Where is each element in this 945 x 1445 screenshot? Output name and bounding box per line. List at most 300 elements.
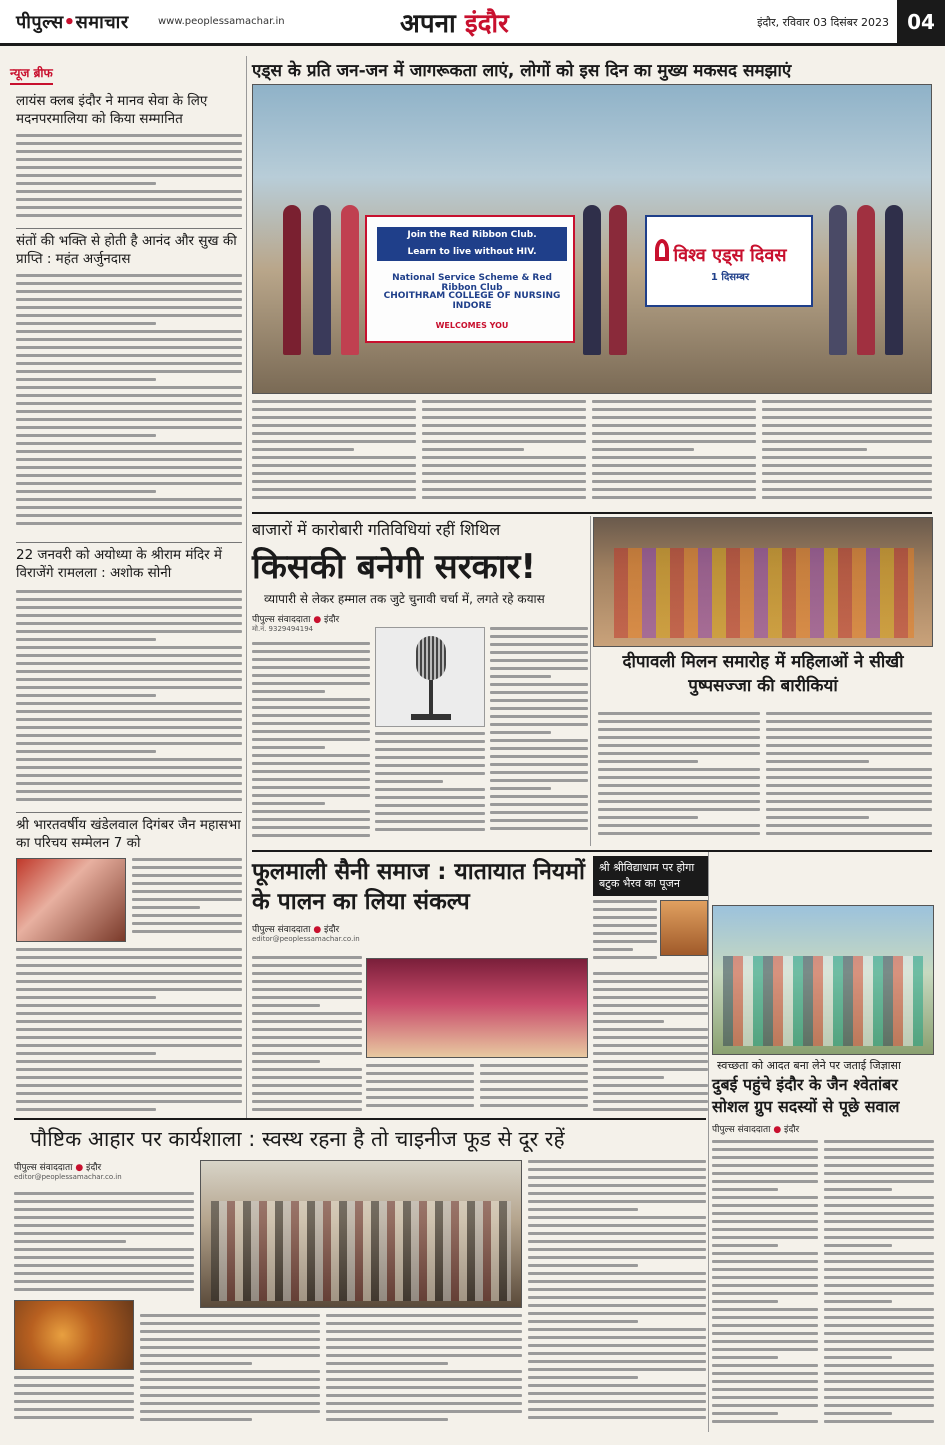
text-line-placeholder [252, 786, 370, 789]
text-line-placeholder [824, 1148, 934, 1151]
text-line-placeholder [712, 1148, 818, 1151]
section-rule [14, 1118, 706, 1120]
text-line-placeholder [16, 694, 156, 697]
text-line-placeholder [252, 642, 370, 645]
text-line-placeholder [252, 722, 370, 725]
text-line-placeholder [422, 432, 586, 435]
text-line-placeholder [593, 1020, 664, 1023]
person-silhouette [341, 205, 359, 355]
text-line-placeholder [16, 638, 156, 641]
byline-separator: ● [773, 1125, 785, 1135]
text-line-placeholder [528, 1272, 706, 1275]
text-line-placeholder [252, 818, 370, 821]
text-line-placeholder [712, 1212, 818, 1215]
text-line-placeholder [140, 1386, 320, 1389]
market-subhead: व्यापारी से लेकर हम्माल तक जुटे चुनावी चर्चा में, लगते रहे कयास [264, 592, 545, 606]
text-line-placeholder [598, 824, 760, 827]
text-line-placeholder [598, 808, 760, 811]
byline-text [252, 612, 372, 625]
text-line-placeholder [16, 1004, 242, 1007]
text-line-placeholder [16, 798, 242, 801]
person-silhouette [583, 205, 601, 355]
text-line-placeholder [16, 450, 242, 453]
text-line-placeholder [598, 744, 760, 747]
text-line-placeholder [593, 1084, 708, 1087]
text-line-placeholder [712, 1380, 818, 1383]
text-line-placeholder [422, 440, 586, 443]
text-line-placeholder [16, 498, 242, 501]
text-line-placeholder [762, 416, 932, 419]
column-rule [590, 516, 591, 846]
text-line-placeholder [326, 1330, 522, 1333]
text-line-placeholder [252, 738, 370, 741]
text-line-placeholder [824, 1388, 934, 1391]
text-line-placeholder [762, 432, 932, 435]
text-line-placeholder [16, 298, 242, 301]
text-line-placeholder [824, 1236, 934, 1239]
bhairav-headline: श्री श्रीविद्याधाम पर होगा बटुक भैरव का पूजन [593, 856, 708, 896]
text-line-placeholder [824, 1196, 934, 1199]
text-line-placeholder [375, 732, 485, 735]
text-line-placeholder [712, 1284, 818, 1287]
text-line-placeholder [16, 948, 242, 951]
byline-separator: ● [75, 1163, 87, 1173]
logo-left-text: पीपुल्स [16, 12, 64, 33]
text-line-placeholder [366, 1104, 474, 1107]
text-line-placeholder [422, 400, 586, 403]
text-line-placeholder [592, 416, 756, 419]
text-line-placeholder [16, 442, 242, 445]
text-line-placeholder [375, 796, 485, 799]
text-line-placeholder [16, 1044, 242, 1047]
text-line-placeholder [712, 1300, 778, 1303]
text-line-placeholder [16, 1068, 242, 1071]
text-line-placeholder [16, 1012, 242, 1015]
text-line-placeholder [16, 402, 242, 405]
health-headline: पौष्टिक आहार पर कार्यशाला : स्वस्थ रहना है तो चाइनीज फूड से दूर रहें [30, 1127, 565, 1151]
text-line-placeholder [252, 706, 370, 709]
text-line-placeholder [824, 1284, 934, 1287]
text-line-placeholder [16, 386, 242, 389]
text-line-placeholder [132, 866, 242, 869]
text-line-placeholder [16, 670, 242, 673]
text-line-placeholder [593, 1076, 664, 1079]
text-line-placeholder [366, 1072, 474, 1075]
text-line-placeholder [252, 1020, 362, 1023]
text-line-placeholder [762, 488, 932, 491]
text-line-placeholder [140, 1314, 320, 1317]
text-line-placeholder [528, 1304, 706, 1307]
text-line-placeholder [490, 827, 588, 830]
text-line-placeholder [366, 1096, 474, 1099]
text-line-placeholder [375, 828, 485, 831]
health-body-text [14, 1376, 134, 1430]
text-line-placeholder [593, 932, 657, 935]
text-line-placeholder [598, 736, 760, 739]
byline-name: पीपुल्स संवाददाता [14, 1163, 73, 1173]
lead-body-text [592, 400, 756, 508]
column-divider [16, 542, 242, 543]
text-line-placeholder [326, 1370, 522, 1373]
text-line-placeholder [140, 1370, 320, 1373]
text-line-placeholder [16, 354, 242, 357]
text-line-placeholder [528, 1344, 706, 1347]
person-silhouette [313, 205, 331, 355]
market-body-text [490, 627, 588, 842]
text-line-placeholder [16, 134, 242, 137]
text-line-placeholder [490, 747, 588, 750]
text-line-placeholder [824, 1172, 934, 1175]
text-line-placeholder [766, 720, 932, 723]
page-number: 04 [897, 0, 945, 44]
text-line-placeholder [824, 1396, 934, 1399]
site-url: www.peoplessamachar.in [158, 16, 285, 27]
text-line-placeholder [598, 768, 760, 771]
text-line-placeholder [824, 1404, 934, 1407]
text-line-placeholder [490, 691, 588, 694]
women-body-text [766, 712, 932, 844]
byline-place: इंदौर [784, 1125, 800, 1135]
text-line-placeholder [375, 772, 485, 775]
text-line-placeholder [132, 914, 242, 917]
phoolmali-body-text [252, 956, 362, 1118]
news-brief-tag: न्यूज ब्रीफ [10, 64, 53, 85]
text-line-placeholder [824, 1292, 934, 1295]
text-line-placeholder [16, 322, 156, 325]
text-line-placeholder [712, 1276, 818, 1279]
text-line-placeholder [480, 1080, 588, 1083]
text-line-placeholder [593, 1004, 708, 1007]
text-line-placeholder [14, 1216, 194, 1219]
text-line-placeholder [16, 726, 242, 729]
text-line-placeholder [14, 1224, 194, 1227]
text-line-placeholder [766, 792, 932, 795]
text-line-placeholder [14, 1288, 194, 1291]
text-line-placeholder [712, 1156, 818, 1159]
text-line-placeholder [490, 803, 588, 806]
text-line-placeholder [140, 1418, 252, 1421]
text-line-placeholder [528, 1216, 706, 1219]
text-line-placeholder [422, 448, 524, 451]
text-line-placeholder [762, 456, 932, 459]
jain-body-text [824, 1140, 934, 1430]
text-line-placeholder [712, 1396, 818, 1399]
market-body-text [375, 732, 485, 842]
bhairav-idol-photo [660, 900, 708, 956]
text-line-placeholder [712, 1364, 818, 1367]
byline-separator: ● [313, 615, 325, 625]
text-line-placeholder [422, 416, 586, 419]
text-line-placeholder [16, 702, 242, 705]
text-line-placeholder [490, 739, 588, 742]
text-line-placeholder [712, 1228, 818, 1231]
text-line-placeholder [252, 714, 370, 717]
jain-kicker: स्वच्छता को आदत बना लेने पर जताई जिज्ञासा [717, 1059, 901, 1072]
text-line-placeholder [593, 996, 708, 999]
text-line-placeholder [712, 1244, 778, 1247]
microphone-stand [429, 680, 433, 716]
person-silhouette [885, 205, 903, 355]
text-line-placeholder [375, 804, 485, 807]
byline-place: इंदौर [86, 1163, 102, 1173]
date-line: इंदौर, रविवार 03 दिसंबर 2023 [757, 16, 889, 29]
text-line-placeholder [598, 800, 760, 803]
text-line-placeholder [490, 667, 588, 670]
text-line-placeholder [16, 282, 242, 285]
text-line-placeholder [16, 710, 242, 713]
text-line-placeholder [326, 1322, 522, 1325]
women-body-text [598, 712, 760, 844]
text-line-placeholder [712, 1188, 778, 1191]
text-line-placeholder [766, 768, 932, 771]
text-line-placeholder [366, 1080, 474, 1083]
text-line-placeholder [326, 1410, 522, 1413]
text-line-placeholder [528, 1248, 706, 1251]
text-line-placeholder [593, 1036, 708, 1039]
text-line-placeholder [490, 771, 588, 774]
text-line-placeholder [14, 1376, 134, 1379]
byline-place: इंदौर [324, 615, 340, 625]
byline-email: editor@peoplessamachar.co.in [14, 1173, 122, 1181]
text-line-placeholder [252, 472, 416, 475]
text-line-placeholder [712, 1348, 818, 1351]
section-title [400, 4, 509, 40]
text-line-placeholder [712, 1340, 818, 1343]
text-line-placeholder [528, 1360, 706, 1363]
bhairav-body-text [593, 900, 657, 970]
text-line-placeholder [252, 972, 362, 975]
text-line-placeholder [766, 808, 932, 811]
text-line-placeholder [252, 826, 370, 829]
text-line-placeholder [16, 758, 242, 761]
text-line-placeholder [528, 1224, 706, 1227]
text-line-placeholder [16, 1020, 242, 1023]
text-line-placeholder [422, 472, 586, 475]
market-headline: किसकी बनेगी सरकार! [252, 547, 536, 587]
text-line-placeholder [762, 480, 932, 483]
text-line-placeholder [326, 1354, 522, 1357]
phoolmali-byline [252, 922, 452, 950]
text-line-placeholder [712, 1372, 818, 1375]
text-line-placeholder [252, 658, 370, 661]
text-line-placeholder [528, 1288, 706, 1291]
text-line-placeholder [824, 1364, 934, 1367]
world-aids-day-banner [645, 215, 813, 307]
text-line-placeholder [16, 598, 242, 601]
text-line-placeholder [16, 394, 242, 397]
byline-place: इंदौर [324, 925, 340, 935]
text-line-placeholder [593, 1052, 708, 1055]
jain-byline [712, 1122, 832, 1136]
masthead [0, 0, 945, 46]
jain-body-text [712, 1140, 818, 1430]
lead-headline: एड्स के प्रति जन-जन में जागरूकता लाएं, लोगों को इस दिन का मुख्य मकसद समझाएं [252, 61, 792, 81]
text-line-placeholder [598, 784, 760, 787]
banner-ribbon-strip [377, 227, 567, 261]
text-line-placeholder [14, 1232, 194, 1235]
text-line-placeholder [375, 748, 485, 751]
text-line-placeholder [252, 794, 370, 797]
text-line-placeholder [16, 774, 242, 777]
text-line-placeholder [16, 330, 242, 333]
text-line-placeholder [422, 408, 586, 411]
text-line-placeholder [252, 674, 370, 677]
women-headline: दीपावली मिलन समारोह में महिलाओं ने सीखी पुष्पसज्जा की बारीकियां [622, 652, 904, 696]
phoolmali-body-text [480, 1064, 588, 1118]
text-line-placeholder [16, 306, 242, 309]
text-line-placeholder [528, 1192, 706, 1195]
text-line-placeholder [712, 1204, 818, 1207]
text-line-placeholder [490, 811, 588, 814]
text-line-placeholder [16, 686, 242, 689]
text-line-placeholder [16, 972, 242, 975]
text-line-placeholder [375, 780, 443, 783]
text-line-placeholder [16, 182, 156, 185]
market-body-text [252, 642, 370, 842]
text-line-placeholder [598, 728, 760, 731]
text-line-placeholder [712, 1140, 818, 1143]
text-line-placeholder [712, 1260, 818, 1263]
text-line-placeholder [16, 988, 242, 991]
text-line-placeholder [16, 622, 242, 625]
text-line-placeholder [528, 1280, 706, 1283]
samaj-stage-photo [366, 958, 588, 1058]
column-divider [16, 812, 242, 813]
text-line-placeholder [593, 1012, 708, 1015]
text-line-placeholder [592, 448, 694, 451]
text-line-placeholder [490, 699, 588, 702]
health-body-text [528, 1160, 706, 1430]
text-line-placeholder [824, 1356, 892, 1359]
text-line-placeholder [252, 1028, 362, 1031]
text-line-placeholder [16, 734, 242, 737]
text-line-placeholder [766, 752, 932, 755]
text-line-placeholder [16, 482, 242, 485]
text-line-placeholder [132, 874, 242, 877]
text-line-placeholder [593, 956, 657, 959]
text-line-placeholder [766, 776, 932, 779]
text-line-placeholder [252, 456, 416, 459]
text-line-placeholder [132, 890, 242, 893]
text-line-placeholder [824, 1300, 892, 1303]
text-line-placeholder [16, 522, 242, 525]
text-line-placeholder [480, 1088, 588, 1091]
byline-mobile: मो.नं. 9329494194 [252, 625, 314, 633]
text-line-placeholder [712, 1388, 818, 1391]
text-line-placeholder [712, 1404, 818, 1407]
text-line-placeholder [598, 752, 760, 755]
text-line-placeholder [16, 1036, 242, 1039]
women-group [614, 548, 914, 638]
text-line-placeholder [16, 426, 242, 429]
banner-caption-1: National Service Scheme & Red Ribbon Club [392, 273, 552, 293]
text-line-placeholder [593, 1060, 708, 1063]
section-accent: इंदौर [464, 9, 509, 39]
phoolmali-headline: फूलमाली सैनी समाज : यातायात नियमों के पालन का लिया संकल्प [252, 859, 585, 915]
text-line-placeholder [14, 1192, 194, 1195]
health-body-text [140, 1314, 320, 1430]
text-line-placeholder [16, 434, 156, 437]
text-line-placeholder [252, 762, 370, 765]
text-line-placeholder [528, 1208, 638, 1211]
text-line-placeholder [490, 731, 551, 734]
text-line-placeholder [375, 820, 485, 823]
text-line-placeholder [528, 1312, 706, 1315]
text-line-placeholder [16, 782, 242, 785]
text-line-placeholder [490, 779, 588, 782]
text-line-placeholder [592, 456, 756, 459]
text-line-placeholder [528, 1200, 706, 1203]
text-line-placeholder [593, 908, 657, 911]
text-line-placeholder [592, 440, 756, 443]
text-line-placeholder [326, 1418, 448, 1421]
text-line-placeholder [16, 338, 242, 341]
text-line-placeholder [528, 1168, 706, 1171]
text-line-placeholder [824, 1212, 934, 1215]
text-line-placeholder [132, 898, 242, 901]
brief-headline: श्री भारतवर्षीय खंडेलवाल दिगंबर जैन महासभा का परिचय सम्मेलन 7 को [16, 817, 241, 851]
text-line-placeholder [252, 448, 354, 451]
text-line-placeholder [16, 630, 242, 633]
text-line-placeholder [528, 1320, 638, 1323]
text-line-placeholder [593, 1100, 708, 1103]
text-line-placeholder [593, 988, 708, 991]
text-line-placeholder [766, 824, 932, 827]
text-line-placeholder [16, 590, 242, 593]
text-line-placeholder [598, 760, 698, 763]
world-aids-day-date: 1 दिसम्बर [710, 272, 750, 283]
text-line-placeholder [252, 400, 416, 403]
brief-body-text [16, 590, 242, 808]
text-line-placeholder [766, 800, 932, 803]
text-line-placeholder [712, 1356, 778, 1359]
text-line-placeholder [16, 166, 242, 169]
text-line-placeholder [16, 662, 242, 665]
text-line-placeholder [252, 416, 416, 419]
text-line-placeholder [712, 1332, 818, 1335]
health-byline [14, 1160, 194, 1188]
text-line-placeholder [252, 1004, 320, 1007]
text-line-placeholder [16, 290, 242, 293]
column-rule [246, 56, 247, 1118]
text-line-placeholder [16, 150, 242, 153]
text-line-placeholder [824, 1324, 934, 1327]
text-line-placeholder [592, 472, 756, 475]
text-line-placeholder [252, 730, 370, 733]
brief-headline: संतों की भक्ति से होती है आनंद और सुख की प्राप्ति : महंत अर्जुनदास [16, 233, 237, 267]
text-line-placeholder [593, 900, 657, 903]
text-line-placeholder [824, 1372, 934, 1375]
text-line-placeholder [593, 1108, 708, 1111]
dubai-group-photo [712, 905, 934, 1055]
text-line-placeholder [712, 1324, 818, 1327]
text-line-placeholder [14, 1392, 134, 1395]
text-line-placeholder [593, 916, 657, 919]
text-line-placeholder [326, 1338, 522, 1341]
brief-body-text [16, 134, 242, 224]
text-line-placeholder [824, 1348, 934, 1351]
text-line-placeholder [14, 1416, 134, 1419]
text-line-placeholder [762, 448, 867, 451]
text-line-placeholder [762, 472, 932, 475]
text-line-placeholder [712, 1164, 818, 1167]
person-silhouette [609, 205, 627, 355]
text-line-placeholder [712, 1308, 818, 1311]
text-line-placeholder [326, 1386, 522, 1389]
text-line-placeholder [16, 996, 156, 999]
text-line-placeholder [16, 206, 242, 209]
text-line-placeholder [592, 432, 756, 435]
